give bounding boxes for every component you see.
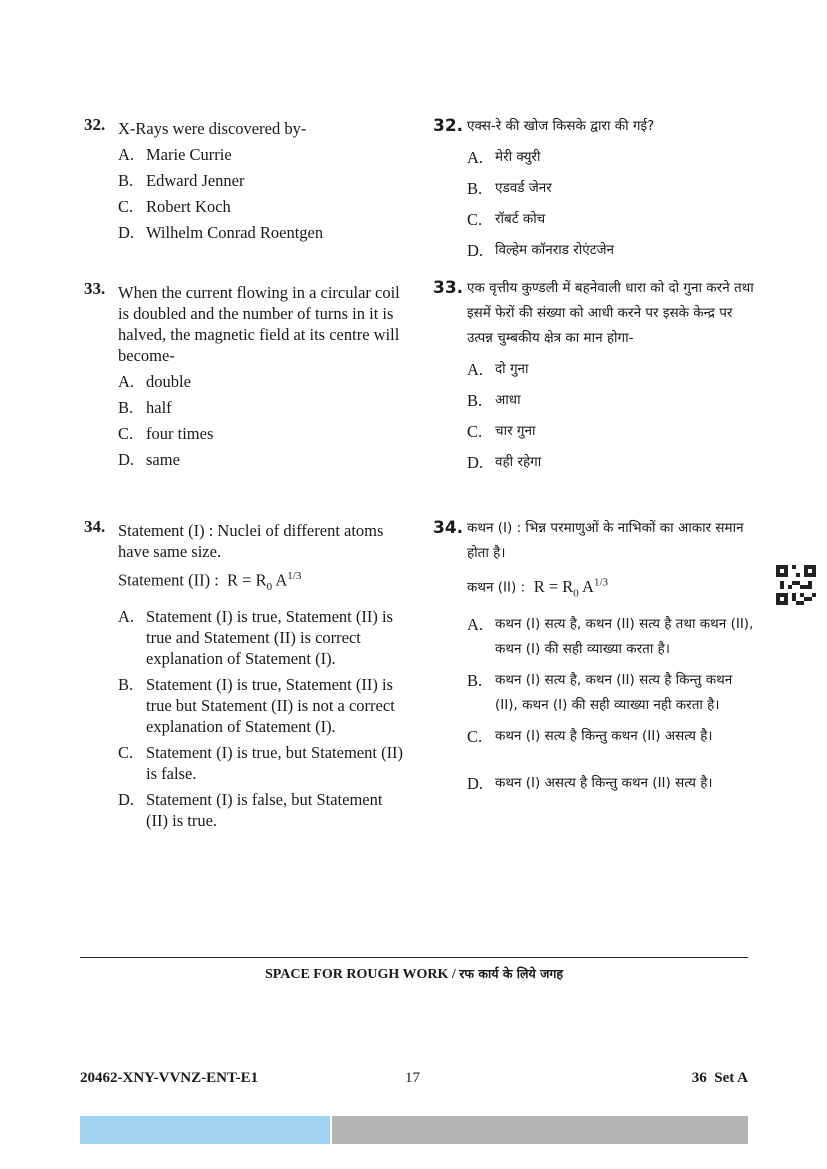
question-stem: एक्स-रे की खोज किसके द्वारा की गई? — [467, 118, 655, 134]
option-b: B. Edward Jenner — [118, 171, 245, 190]
option-b: B. कथन (I) सत्य है, कथन (II) सत्य है किन्तु कथन (II), कथन (I) की सही व्याख्या नही करता है। — [467, 670, 733, 713]
option-a: A. Marie Currie — [118, 145, 232, 164]
statement-2: कथन (II) : $R = R_0$ $A^{1/3}$ — [467, 576, 608, 599]
option-d: D. same — [118, 450, 180, 469]
option-c: C. चार गुना — [467, 422, 536, 441]
question-number: 33. — [433, 278, 464, 298]
option-c: C. four times — [118, 424, 214, 443]
option-b: B. एडवर्ड जेनर — [467, 179, 552, 198]
question-number: 33. — [84, 279, 106, 298]
option-c: C. Robert Koch — [118, 197, 231, 216]
question-33-english — [84, 279, 404, 470]
statement-1: Statement (I) : Nuclei of different atoms have same size. — [118, 521, 384, 561]
option-a: A. double — [118, 372, 191, 391]
question-number: 32. — [433, 116, 464, 136]
page-number: 17 — [405, 1070, 420, 1086]
option-a: A. Statement (I) is true, Statement (II) is true and Statement (II) is correct explanation of Statement (I). — [118, 606, 393, 668]
qr-code-icon — [776, 565, 816, 605]
question-number: 34. — [84, 517, 106, 536]
question-32-hindi — [433, 114, 753, 263]
option-d: D. Wilhelm Conrad Roentgen — [118, 223, 324, 242]
exam-code: 20462-XNY-VVNZ-ENT-E1 — [80, 1070, 259, 1086]
rough-work-heading: SPACE FOR ROUGH WORK / रफ कार्य के लिये जगह — [264, 966, 564, 982]
statement-1: कथन (I) : भिन्न परमाणुओं के नाभिकों का आकार समान होता है। — [467, 520, 744, 561]
question-number: 34. — [433, 518, 464, 538]
option-c: C. रॉबर्ट कोच — [467, 210, 546, 229]
option-d: D. वही रहेगा — [467, 453, 542, 472]
question-34-english — [84, 517, 404, 831]
option-b: B. Statement (I) is true, Statement (II) is true but Statement (II) is not a correct explanation of Statement (I). — [118, 674, 395, 736]
question-stem: एक वृत्तीय कुण्डली में बहनेवाली धारा को दो गुना करने तथा इसमें फेरों की संख्या को आधी करने पर इसके केन्द्र पर उत्पन्न चुम्बकीय क्षेत्र का मान होगा- — [467, 280, 754, 346]
option-d: D. विल्हेम कॉनराड रोएंटजेन — [467, 241, 615, 260]
option-a: A. दो गुना — [467, 360, 529, 379]
option-a: A. मेरी क्युरी — [467, 148, 541, 167]
option-b: B. half — [118, 398, 172, 417]
option-d: D. कथन (I) असत्य है किन्तु कथन (II) सत्य है। — [467, 773, 713, 793]
footer-bar-blue — [80, 1116, 330, 1144]
question-number: 32. — [84, 115, 106, 134]
option-a: A. कथन (I) सत्य है, कथन (II) सत्य है तथा कथन (II), कथन (I) की सही व्याख्या करता है। — [467, 614, 754, 657]
question-stem: When the current flowing in a circular coil is doubled and the number of turns in it is halved, the magnetic field at its centre will become- — [118, 283, 400, 365]
option-b: B. आधा — [467, 391, 521, 410]
question-33-hindi — [433, 276, 755, 475]
question-32-english — [84, 115, 404, 243]
option-d: D. Statement (I) is false, but Statement (II) is true. — [118, 789, 383, 830]
footer-bar-gray — [332, 1116, 748, 1144]
statement-2: Statement (II) : $R = R_0$ $A^{1/3}$ — [118, 570, 302, 593]
set-info: 36 Set A — [691, 1070, 748, 1086]
option-c: C. कथन (I) सत्य है किन्तु कथन (II) असत्य है। — [467, 726, 713, 746]
question-stem: X-Rays were discovered by- — [118, 119, 307, 138]
option-c: C. Statement (I) is true, but Statement (II) is false. — [118, 742, 404, 783]
divider — [80, 957, 748, 958]
question-34-hindi — [433, 516, 755, 796]
